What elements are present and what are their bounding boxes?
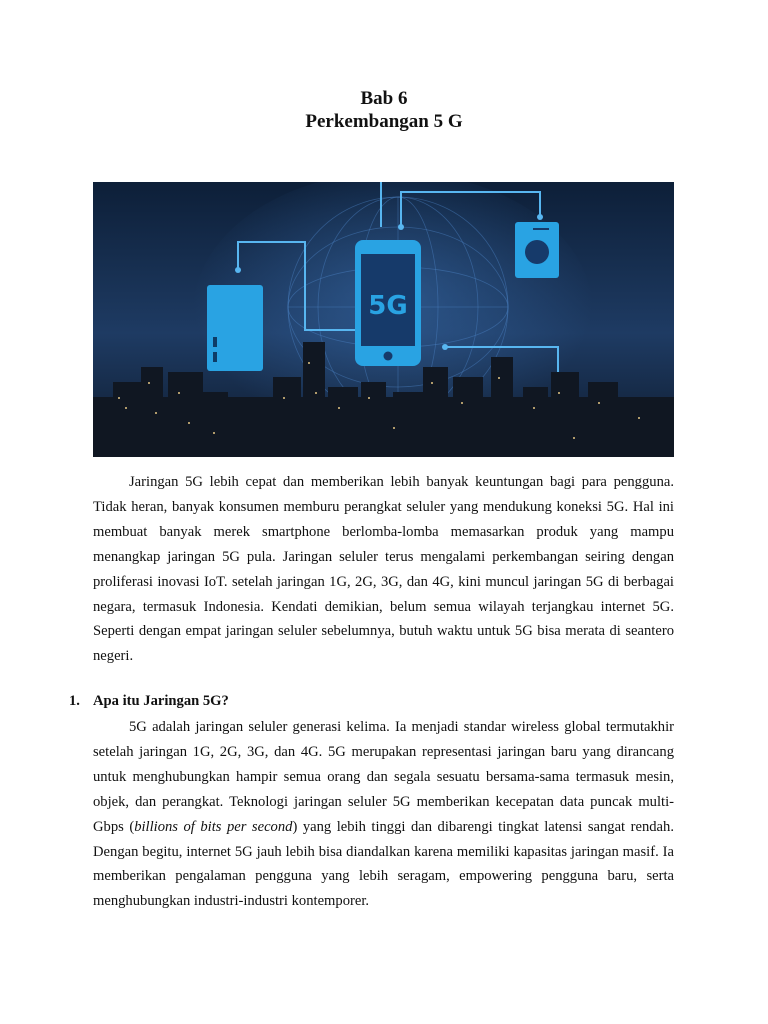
smartphone-icon [355,240,421,366]
section-text-italic: billions of bits per second [134,818,293,835]
chapter-label: Bab 6 [360,88,408,109]
refrigerator-icon [207,285,263,371]
hero-image-5g [93,182,674,457]
section-text-after: ) yang lebih tinggi dan dibarengi tingkat latensi sangat rendah. Dengan begitu, internet 5G jauh lebih bisa diandalkan karena memiliki kapasitas jaringan masif. Ia memberikan pengalaman pengguna yang lebih seragam, empowering pengguna baru, serta menghubungkan industri-industri kontemporer. [93,818,674,910]
section-number: 1. [69,693,80,709]
5g-label: 5G [368,291,408,321]
page-title: Perkembangan 5 G [305,111,463,132]
section-text-before: 5G adalah jaringan seluler generasi kelima. Ia menjadi standar wireless global termutakhir setelah jaringan 1G, 2G, 3G, dan 4G. 5G merupakan representasi jaringan baru yang dirancang untuk menghubungkan hampir semua orang dan segala sesuatu bersama-sama termasuk mesin, objek, dan perangkat. Teknologi jaringan seluler 5G memberikan kecepatan data puncak multi-Gbps ( [93,719,674,835]
section-heading-text: Apa itu Jaringan 5G? [93,693,229,709]
washing-machine-icon [515,222,559,278]
intro-paragraph: Jaringan 5G lebih cepat dan memberikan lebih banyak keuntungan bagi para pengguna. Tidak heran, banyak konsumen memburu perangkat seluler yang mendukung koneksi 5G. Hal ini membuat banyak merek smartphone berlomba-lomba memasarkan produk yang mampu menangkap jaringan 5G pula. Jaringan seluler terus mengalami perkembangan seiring dengan proliferasi inovasi IoT. setelah jaringan 1G, 2G, 3G, dan 4G, kini muncul jaringan 5G di berbagai negara, termasuk Indonesia. Kendati demikian, belum semua wilayah terjangkau internet 5G. Seperti dengan empat jaringan seluler sebelumnya, butuh waktu untuk 5G bisa merata di seantero negeri. [93,474,674,665]
section-paragraph [93,715,674,914]
section-heading [69,689,229,713]
5g-illustration [93,182,674,457]
